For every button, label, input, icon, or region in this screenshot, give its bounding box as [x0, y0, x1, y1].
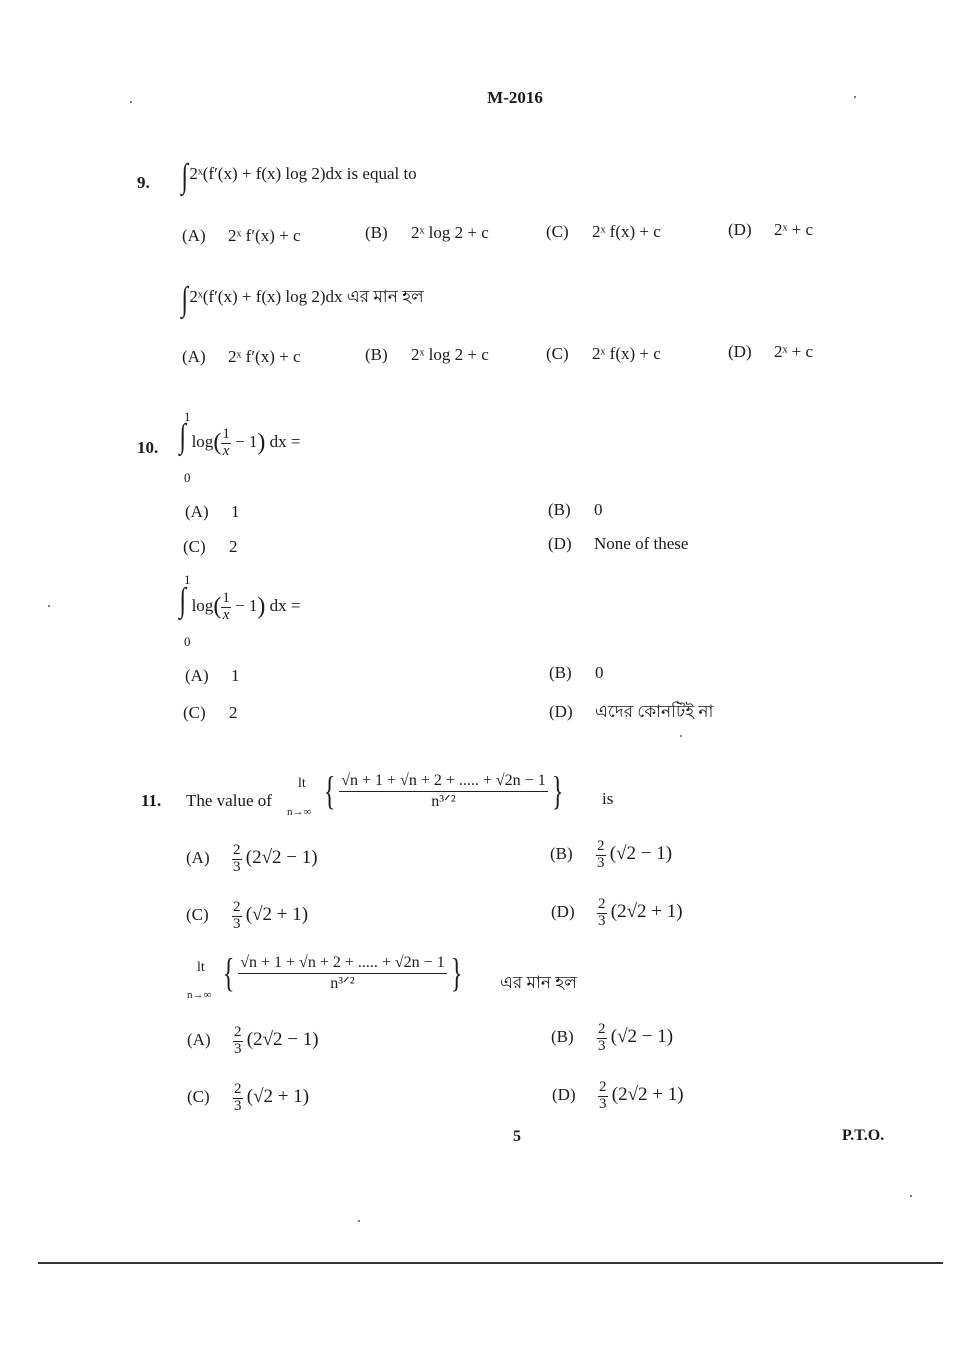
limit-lt: lt — [298, 776, 306, 791]
integral-sign: ∫ — [181, 281, 188, 318]
q10-bn-option-c: (C) 2 — [183, 703, 238, 722]
two-thirds: $\frac{2}{3}$ — [233, 899, 241, 932]
q9-option-a: (A) 2ˣ f′(x) + c — [182, 226, 301, 245]
q11-bn-option-c: (C) $\frac{2}{3}$ (√2 + 1) — [187, 1081, 310, 1114]
scan-speck — [358, 1220, 360, 1222]
integral-sign: ∫ — [179, 418, 186, 455]
q11-option-c: (C) $\frac{2}{3}$ (√2 + 1) — [186, 899, 309, 932]
two-thirds: $\frac{2}{3}$ — [233, 842, 241, 875]
exam-code: M-2016 — [487, 88, 543, 107]
q11-number: 11. — [141, 791, 162, 810]
upper-limit: 1 — [184, 409, 191, 424]
two-thirds: $\frac{2}{3}$ — [234, 1081, 242, 1114]
integral-sign: ∫ — [181, 158, 188, 195]
integral-sign: ∫ — [179, 582, 186, 619]
two-thirds: $\frac{2}{3}$ — [597, 838, 605, 871]
scan-speck — [854, 96, 856, 98]
q10-option-b: (B) 0 — [548, 500, 603, 519]
q10-bn-integral-expr: ∫ log( $\frac{1}{x}$ − 1) dx = — [179, 582, 301, 623]
q11-prefix: The value of — [186, 791, 272, 810]
one-over-x: $\frac{1}{x}$ — [222, 589, 230, 623]
q11-option-b: (B) $\frac{2}{3}$ (√2 − 1) — [550, 838, 673, 871]
q10-bn-option-d: (D) এদের কোনটিই না — [549, 702, 714, 721]
q11-bn-option-b: (B) $\frac{2}{3}$ (√2 − 1) — [551, 1021, 674, 1054]
lower-limit: 0 — [184, 634, 191, 649]
q9-option-b: (B) 2ˣ log 2 + c — [365, 223, 489, 242]
q10-number: 10. — [137, 438, 159, 457]
q9-bn-option-d: (D) 2ˣ + c — [728, 342, 814, 361]
scan-speck — [680, 735, 682, 737]
one-over-x: $\frac{1}{x}$ — [222, 425, 230, 459]
q11-bn-option-d: (D) $\frac{2}{3}$ (2√2 + 1) — [552, 1079, 684, 1112]
bottom-rule — [38, 1262, 943, 1264]
scan-speck — [48, 605, 50, 607]
q9-stem-en — [180, 160, 417, 194]
q9-bn-option-c: (C) 2ˣ f(x) + c — [546, 344, 661, 363]
q9-stem-bn — [180, 283, 424, 320]
q10-option-c: (C) 2 — [183, 537, 238, 556]
q11-option-a: (A) $\frac{2}{3}$ (2√2 − 1) — [186, 842, 318, 875]
sum-fraction: √n + 1 + √n + 2 + ..... + √2n − 1 n³ᐟ² — [240, 954, 445, 992]
scan-speck — [130, 101, 132, 103]
q11-option-d: (D) $\frac{2}{3}$ (2√2 + 1) — [551, 896, 683, 929]
q11-suffix-bn: এর মান হল — [500, 973, 577, 992]
limit-subscript: n→∞ — [187, 989, 212, 1001]
limit-subscript: n→∞ — [287, 806, 312, 818]
q10-bn-option-a: (A) 1 — [185, 666, 240, 685]
q11-bn-limit-expr: { √n + 1 + √n + 2 + ..... + √2n − 1 n³ᐟ² } — [222, 950, 463, 995]
scan-speck — [910, 1195, 912, 1197]
limit-lt: lt — [197, 960, 205, 975]
two-thirds: $\frac{2}{3}$ — [599, 1079, 607, 1112]
q9-option-c: (C) 2ˣ f(x) + c — [546, 222, 661, 241]
q9-bn-option-a: (A) 2ˣ f′(x) + c — [182, 347, 301, 366]
q9-bn-option-b: (B) 2ˣ log 2 + c — [365, 345, 489, 364]
q11-suffix-en: is — [602, 789, 614, 808]
page-number: 5 — [513, 1128, 521, 1145]
upper-limit: 1 — [184, 572, 191, 587]
q10-integral-expr: ∫ log( $\frac{1}{x}$ − 1) dx = — [179, 418, 301, 459]
q11-bn-option-a: (A) $\frac{2}{3}$ (2√2 − 1) — [187, 1024, 319, 1057]
sum-fraction: √n + 1 + √n + 2 + ..... + √2n − 1 n³ᐟ² — [341, 772, 546, 810]
q10-option-d: (D) None of these — [548, 534, 689, 553]
q9-option-d: (D) 2ˣ + c — [728, 220, 814, 239]
q9-stem-bn-text: 2ˣ(f′(x) + f(x) log 2)dx এর মান হল — [189, 287, 424, 306]
two-thirds: $\frac{2}{3}$ — [598, 896, 606, 929]
q10-bn-option-b: (B) 0 — [549, 663, 604, 682]
two-thirds: $\frac{2}{3}$ — [598, 1021, 606, 1054]
pto-label: P.T.O. — [842, 1127, 885, 1144]
q11-limit-expr: { √n + 1 + √n + 2 + ..... + √2n − 1 n³ᐟ² } — [323, 768, 564, 813]
lower-limit: 0 — [184, 470, 191, 485]
q9-stem-en-text: 2ˣ(f′(x) + f(x) log 2)dx is equal to — [189, 164, 417, 183]
two-thirds: $\frac{2}{3}$ — [234, 1024, 242, 1057]
q10-option-a: (A) 1 — [185, 502, 240, 521]
q9-number: 9. — [137, 173, 150, 192]
